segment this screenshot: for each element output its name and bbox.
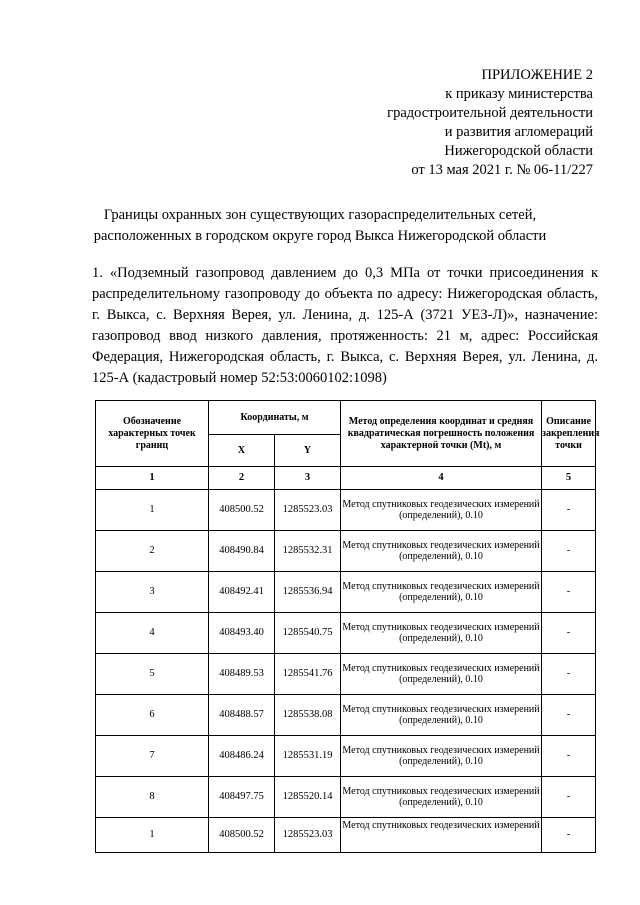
header-y: Y bbox=[275, 435, 341, 467]
method-cell: Метод спутниковых геодезических измерений (определений), 0.10 bbox=[341, 695, 542, 736]
appendix-line: к приказу министерства bbox=[445, 86, 593, 102]
appendix-line: Нижегородской области bbox=[444, 143, 593, 159]
header-method: Метод определения координат и средняя квадратическая погрешность положения характерной точки (Mt), м bbox=[341, 401, 542, 467]
column-number: 3 bbox=[275, 467, 341, 490]
description-cell: - bbox=[542, 818, 596, 853]
column-number: 1 bbox=[96, 467, 209, 490]
method-cell: Метод спутниковых геодезических измерений (определений), 0.10 bbox=[341, 490, 542, 531]
table-row bbox=[96, 613, 596, 654]
table-row bbox=[96, 572, 596, 613]
point-cell: 6 bbox=[96, 695, 209, 736]
point-cell: 4 bbox=[96, 613, 209, 654]
header-point: Обозначение характерных точек границ bbox=[96, 401, 209, 467]
document-title bbox=[40, 205, 600, 247]
point-cell: 3 bbox=[96, 572, 209, 613]
point-cell: 1 bbox=[96, 818, 209, 853]
y-cell: 1285523.03 bbox=[275, 490, 341, 531]
x-cell: 408493.40 bbox=[209, 613, 275, 654]
method-cell: Метод спутниковых геодезических измерений (определений), 0.10 bbox=[341, 572, 542, 613]
x-cell: 408490.84 bbox=[209, 531, 275, 572]
y-cell: 1285536.94 bbox=[275, 572, 341, 613]
header-coordinates: Координаты, м bbox=[209, 401, 341, 435]
description-cell: - bbox=[542, 613, 596, 654]
y-cell: 1285538.08 bbox=[275, 695, 341, 736]
y-cell: 1285540.75 bbox=[275, 613, 341, 654]
point-cell: 1 bbox=[96, 490, 209, 531]
coordinates-table bbox=[95, 400, 600, 853]
table-row bbox=[96, 490, 596, 531]
description-cell: - bbox=[542, 777, 596, 818]
appendix-line: градостроительной деятельности bbox=[387, 105, 593, 121]
description-cell: - bbox=[542, 654, 596, 695]
y-cell: 1285531.19 bbox=[275, 736, 341, 777]
table-row bbox=[96, 654, 596, 695]
appendix-header bbox=[387, 66, 593, 180]
table-row bbox=[96, 531, 596, 572]
method-cell: Метод спутниковых геодезических измерений (определений), 0.10 bbox=[341, 654, 542, 695]
column-number: 4 bbox=[341, 467, 542, 490]
description-cell: - bbox=[542, 736, 596, 777]
y-cell: 1285520.14 bbox=[275, 777, 341, 818]
point-cell: 7 bbox=[96, 736, 209, 777]
column-number: 5 bbox=[542, 467, 596, 490]
point-cell: 2 bbox=[96, 531, 209, 572]
description-cell: - bbox=[542, 695, 596, 736]
appendix-line: ПРИЛОЖЕНИЕ 2 bbox=[481, 67, 593, 83]
x-cell: 408488.57 bbox=[209, 695, 275, 736]
point-cell: 8 bbox=[96, 777, 209, 818]
y-cell: 1285541.76 bbox=[275, 654, 341, 695]
table-row bbox=[96, 777, 596, 818]
method-cell: Метод спутниковых геодезических измерений (определений), 0.10 bbox=[341, 531, 542, 572]
header-x: X bbox=[209, 435, 275, 467]
x-cell: 408500.52 bbox=[209, 818, 275, 853]
y-cell: 1285523.03 bbox=[275, 818, 341, 853]
x-cell: 408486.24 bbox=[209, 736, 275, 777]
method-cell: Метод спутниковых геодезических измерений (определений), 0.10 bbox=[341, 777, 542, 818]
object-description: 1. «Подземный газопровод давлением до 0,3 МПа от точки присоединения к распределительному газопроводу до объекта по адресу: Нижегородская область, г. Выкса, с. Верхняя Верея, ул. Ленина, д. 125-А (3721 УЕЗ-Л)», назначение: газопровод ввод низкого давления, протяженность: 21 м, адрес: Российская Федерация, Нижегородская область, г. Выкса, с. Верхняя Верея, ул. Ленина, д. 125-А (кадастровый номер 52:53:0060102:1098) bbox=[92, 265, 598, 386]
y-cell: 1285532.31 bbox=[275, 531, 341, 572]
x-cell: 408489.53 bbox=[209, 654, 275, 695]
header-description: Описание закрепления точки bbox=[542, 401, 596, 467]
description-cell: - bbox=[542, 490, 596, 531]
column-number: 2 bbox=[209, 467, 275, 490]
method-cell: Метод спутниковых геодезических измерений bbox=[341, 818, 542, 853]
method-cell: Метод спутниковых геодезических измерений (определений), 0.10 bbox=[341, 736, 542, 777]
description-cell: - bbox=[542, 572, 596, 613]
x-cell: 408500.52 bbox=[209, 490, 275, 531]
method-cell: Метод спутниковых геодезических измерений (определений), 0.10 bbox=[341, 613, 542, 654]
point-cell: 5 bbox=[96, 654, 209, 695]
appendix-line: от 13 мая 2021 г. № 06-11/227 bbox=[411, 162, 593, 178]
x-cell: 408497.75 bbox=[209, 777, 275, 818]
title-line: расположенных в городском округе город Выкса Нижегородской области bbox=[93, 228, 547, 244]
description-cell: - bbox=[542, 531, 596, 572]
x-cell: 408492.41 bbox=[209, 572, 275, 613]
table-row bbox=[96, 736, 596, 777]
title-line: Границы охранных зон существующих газораспределительных сетей, bbox=[103, 207, 537, 223]
appendix-line: и развития агломераций bbox=[444, 124, 593, 140]
table-row bbox=[96, 818, 596, 853]
table-row bbox=[96, 695, 596, 736]
